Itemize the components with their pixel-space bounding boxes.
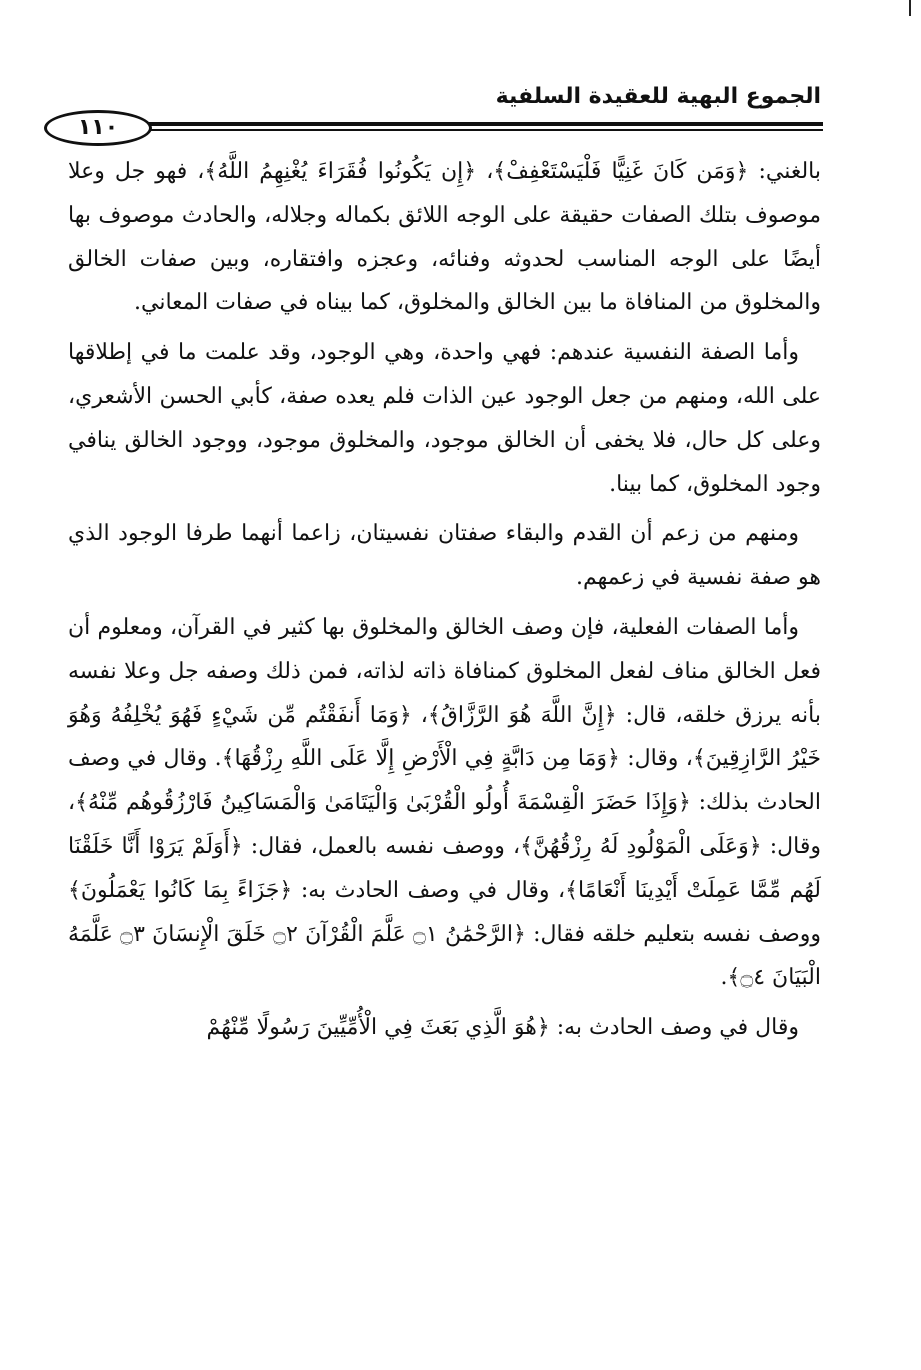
paragraph-4: وأما الصفات الفعلية، فإن وصف الخالق والمخلوق بها كثير في القرآن، ومعلوم أن فعل الخالق مناف لفعل المخلوق كمنافاة ذاته لذاته، فمن ذلك وصفه جل وعلا نفسه بأنه يرزق خلقه، قال: ﴿إِنَّ اللَّهَ هُوَ الرَّزَّاقُ﴾، ﴿وَمَا أَنفَقْتُم مِّن شَيْءٍ فَهُوَ يُخْلِفُهُ وَهُوَ خَيْرُ الرَّازِقِينَ﴾، وقال: ﴿وَمَا مِن دَابَّةٍ فِي الْأَرْضِ إِلَّا عَلَى اللَّهِ رِزْقُهَا﴾. وقال في وصف الحادث بذلك: ﴿وَإِذَا حَضَرَ الْقِسْمَةَ أُولُو الْقُرْبَىٰ وَالْيَتَامَىٰ وَالْمَسَاكِينُ فَارْزُقُوهُم مِّنْهُ﴾، وقال: ﴿وَعَلَى الْمَوْلُودِ لَهُ رِزْقُهُنَّ﴾، ووصف نفسه بالعمل، فقال: ﴿أَوَلَمْ يَرَوْا أَنَّا خَلَقْنَا لَهُم مِّمَّا عَمِلَتْ أَيْدِينَا أَنْعَامًا﴾، وقال في وصف الحادث به: ﴿جَزَاءً بِمَا كَانُوا يَعْمَلُونَ﴾ ووصف نفسه بتعليم خلقه فقال: ﴿الرَّحْمَٰنُ ۝١ عَلَّمَ الْقُرْآنَ ۝٢ خَلَقَ الْإِنسَانَ ۝٣ عَلَّمَهُ الْبَيَانَ ۝٤﴾. bbox=[68, 614, 821, 991]
header-rule-thin bbox=[60, 129, 823, 131]
header-rule-thick bbox=[60, 122, 823, 126]
paragraph-2: وأما الصفة النفسية عندهم: فهي واحدة، وهي الوجود، وقد علمت ما في إطلاقها على الله، ومنهم من جعل الوجود عين الذات فلم يعده صفة، كأبي الحسن الأشعري، وعلى كل حال، فلا يخفى أن الخالق موجود، والمخلوق موجود، ووجود الخالق ينافي وجود المخلوق، كما بينا. bbox=[68, 340, 821, 497]
paragraph-3: ومنهم من زعم أن القدم والبقاء صفتان نفسيتان، زاعما أنهما طرفا الوجود الذي هو صفة نفسية في زعمهم. bbox=[68, 521, 821, 591]
header-double-rule bbox=[60, 122, 823, 132]
paragraph-5: وقال في وصف الحادث به: ﴿هُوَ الَّذِي بَعَثَ فِي الْأُمِّيِّينَ رَسُولًا مِّنْهُمْ bbox=[206, 1015, 799, 1041]
page-number-badge: ١١٠ bbox=[44, 110, 152, 146]
running-header-title: الجموع البهية للعقيدة السلفية bbox=[495, 84, 821, 109]
page-corner-mark bbox=[909, 0, 921, 16]
main-text-body bbox=[68, 150, 821, 1056]
paragraph-1: بالغني: ﴿وَمَن كَانَ غَنِيًّا فَلْيَسْتَعْفِفْ﴾، ﴿إِن يَكُونُوا فُقَرَاءَ يُغْنِهِمُ اللَّهُ﴾، فهو جل وعلا موصوف بتلك الصفات حقيقة على الوجه اللائق بكماله وجلاله، والحادث موصوف بها أيضًا على الوجه المناسب لحدوثه وفنائه، وعجزه وافتقاره، وبين صفات الخالق والمخلوق من المنافاة ما بين الخالق والمخلوق، كما بيناه في صفات المعاني. bbox=[68, 159, 821, 316]
